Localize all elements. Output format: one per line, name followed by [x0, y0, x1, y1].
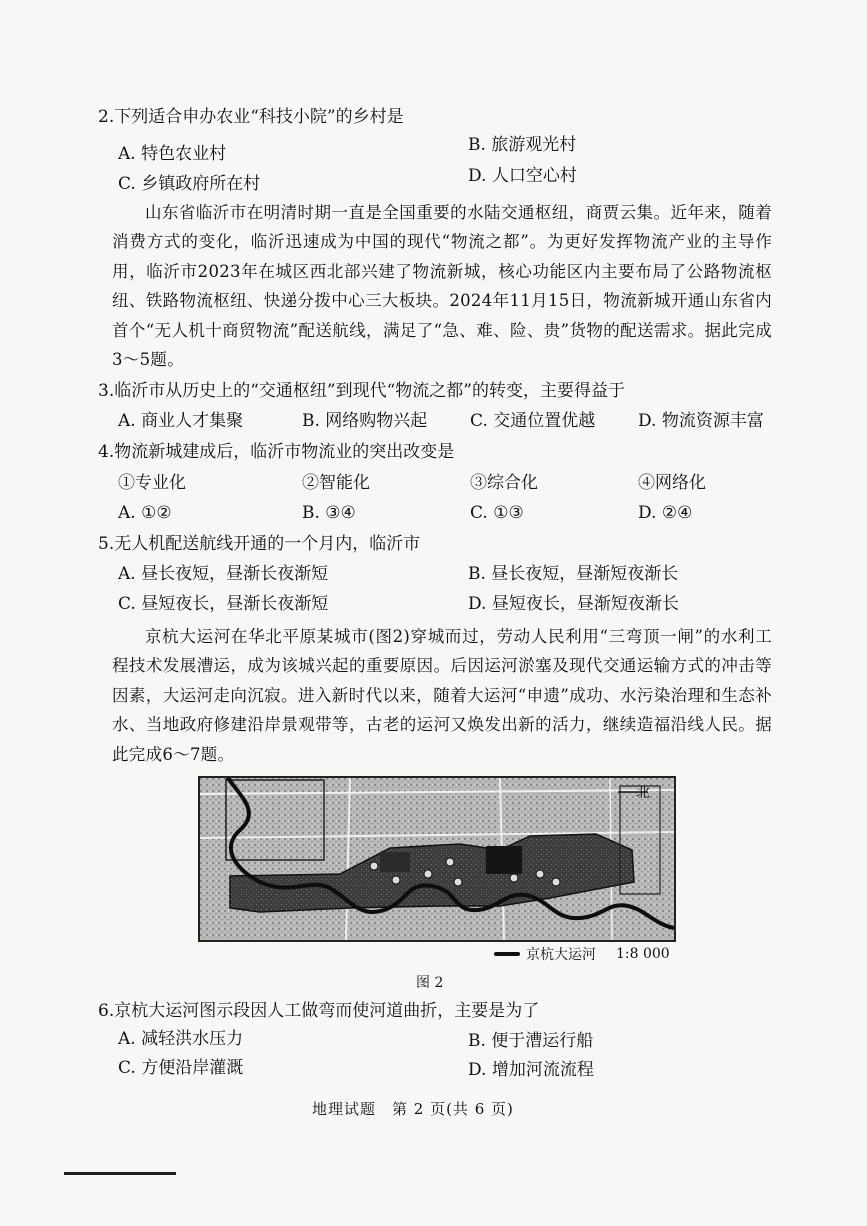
- north-label: 北: [636, 785, 650, 801]
- q3-stem: 3.临沂市从历史上的“交通枢纽”到现代“物流之都”的转变，主要得益于: [98, 381, 625, 401]
- q2-option-a: A. 特色农业村: [118, 144, 227, 164]
- q5-option-a: A. 昼长夜短，昼渐长夜渐短: [118, 564, 329, 584]
- passage-linyi: 山东省临沂市在明清时期一直是全国重要的水陆交通枢纽，商贾云集。近年来，随着消费方式的变化，临沂迅速成为中国的现代“物流之都”。为更好发挥物流产业的主导作用，临沂市2023年在城区西北部兴建了物流新城，核心功能区内主要布局了公路物流枢纽、铁路物流枢纽、快递分拨中心三大板块。2024年11月15日，物流新城开通山东省内首个“无人机十商贸物流”配送航线，满足了“急、难、险、贵”货物的配送需求。据此完成3～5题。: [112, 203, 772, 370]
- q3-option-d: D. 物流资源丰富: [638, 411, 764, 431]
- q6-option-c: C. 方便沿岸灌溉: [118, 1058, 244, 1078]
- q2-option-c: C. 乡镇政府所在村: [118, 174, 261, 194]
- q4-item-3: ③综合化: [470, 473, 538, 493]
- q6-stem: 6.京杭大运河图示段因人工做弯而使河道曲折，主要是为了: [98, 1001, 540, 1021]
- bottom-rule: [64, 1172, 176, 1175]
- q5-option-b: B. 昼长夜短，昼渐短夜渐长: [468, 564, 679, 584]
- passage-grand-canal: 京杭大运河在华北平原某城市(图2)穿城而过，劳动人民利用“三弯顶一闸”的水利工程技术发展漕运，成为该城兴起的重要原因。后因运河淤塞及现代交通运输方式的冲击等因素，大运河走向沉寂。进入新时代以来，随着大运河“申遗”成功、水污染治理和生态补水、当地政府修建沿岸景观带等，古老的运河又焕发出新的活力，继续造福沿线人民。据此完成6～7题。: [112, 627, 772, 764]
- q2-option-b: B. 旅游观光村: [468, 135, 577, 155]
- q3-option-b: B. 网络购物兴起: [302, 411, 428, 431]
- q4-stem: 4.物流新城建成后，临沂市物流业的突出改变是: [98, 442, 455, 462]
- legend-label: 京杭大运河: [526, 947, 596, 963]
- q4-item-4: ④网络化: [638, 473, 706, 493]
- canal-legend-icon: [494, 952, 520, 956]
- q2-stem: 2.下列适合申办农业“科技小院”的乡村是: [98, 107, 404, 127]
- figure-caption: 图 2: [416, 975, 444, 991]
- city-map-figure: [198, 776, 676, 942]
- q5-option-c: C. 昼短夜长，昼渐长夜渐短: [118, 594, 329, 614]
- q6-option-d: D. 增加河流流程: [468, 1060, 594, 1080]
- page-footer: 地理试题 第 2 页(共 6 页): [312, 1100, 514, 1118]
- map-legend: [494, 944, 670, 964]
- q4-option-c: C. ①③: [470, 503, 524, 523]
- q6-option-a: A. 减轻洪水压力: [118, 1029, 244, 1049]
- q6-option-b: B. 便于漕运行船: [468, 1031, 594, 1051]
- q3-option-c: C. 交通位置优越: [470, 411, 596, 431]
- q4-option-a: A. ①②: [118, 503, 172, 523]
- q4-item-2: ②智能化: [302, 473, 370, 493]
- q2-option-d: D. 人口空心村: [468, 166, 577, 186]
- q5-stem: 5.无人机配送航线开通的一个月内，临沂市: [98, 534, 421, 554]
- q4-item-1: ①专业化: [118, 473, 186, 493]
- city-map-image: [200, 778, 674, 940]
- q5-option-d: D. 昼短夜长，昼渐短夜渐长: [468, 594, 679, 614]
- q4-option-b: B. ③④: [302, 503, 356, 523]
- q4-option-d: D. ②④: [638, 503, 693, 523]
- q3-option-a: A. 商业人才集聚: [118, 411, 244, 431]
- map-scale: 1:8 000: [616, 946, 670, 962]
